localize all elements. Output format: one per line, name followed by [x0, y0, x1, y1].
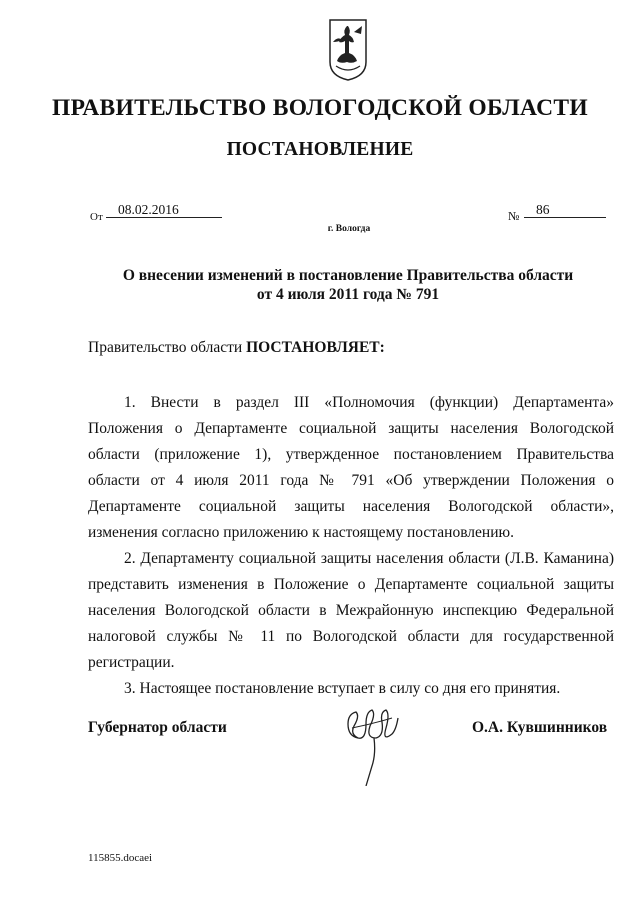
document-date: 08.02.2016	[118, 202, 179, 217]
city-label: г. Вологда	[327, 224, 371, 234]
document-body	[88, 390, 614, 702]
preamble	[88, 339, 385, 357]
signature-icon	[340, 698, 404, 786]
document-subject	[100, 266, 596, 304]
file-code: 115855.docaei	[88, 852, 153, 864]
subject-line-2: от 4 июля 2011 года № 791	[256, 286, 440, 303]
signatory-name: О.А. Кувшинников	[472, 719, 608, 736]
paragraph-3: 3. Настоящее постановление вступает в силу со дня его принятия.	[124, 680, 561, 697]
paragraph-2: 2. Департаменту социальной защиты населения области (Л.В. Каманина) представить изменения в Положение о Департаменте социальной защиты населения Вологодской области в Межрайонную инспекцию Федеральной налоговой службы № 11 по Вологодской области для государственной регистрации.	[88, 550, 614, 671]
organization-title: ПРАВИТЕЛЬСТВО ВОЛОГОДСКОЙ ОБЛАСТИ	[52, 95, 588, 121]
signatory-title: Губернатор области	[88, 719, 227, 736]
document-number: 86	[536, 202, 550, 217]
number-label: №	[508, 209, 520, 223]
preamble-text: Правительство области	[88, 339, 243, 356]
preamble-resolves: ПОСТАНОВЛЯЕТ:	[246, 339, 385, 356]
paragraph-1: 1. Внести в раздел III «Полномочия (функции) Департамента» Положения о Департаменте социальной защиты населения Вологодской области (приложение 1), утвержденное постановлением Правительства области от 4 июля 2011 года № 791 «Об утверждении Положения о Департаменте социальной защиты населения Вологодской области», изменения согласно приложению к настоящему постановлению.	[88, 394, 614, 541]
coat-of-arms-icon	[328, 18, 368, 82]
date-label: От	[90, 211, 103, 223]
document-type: ПОСТАНОВЛЕНИЕ	[226, 139, 414, 160]
subject-line-1: О внесении изменений в постановление Правительства области	[122, 267, 574, 284]
